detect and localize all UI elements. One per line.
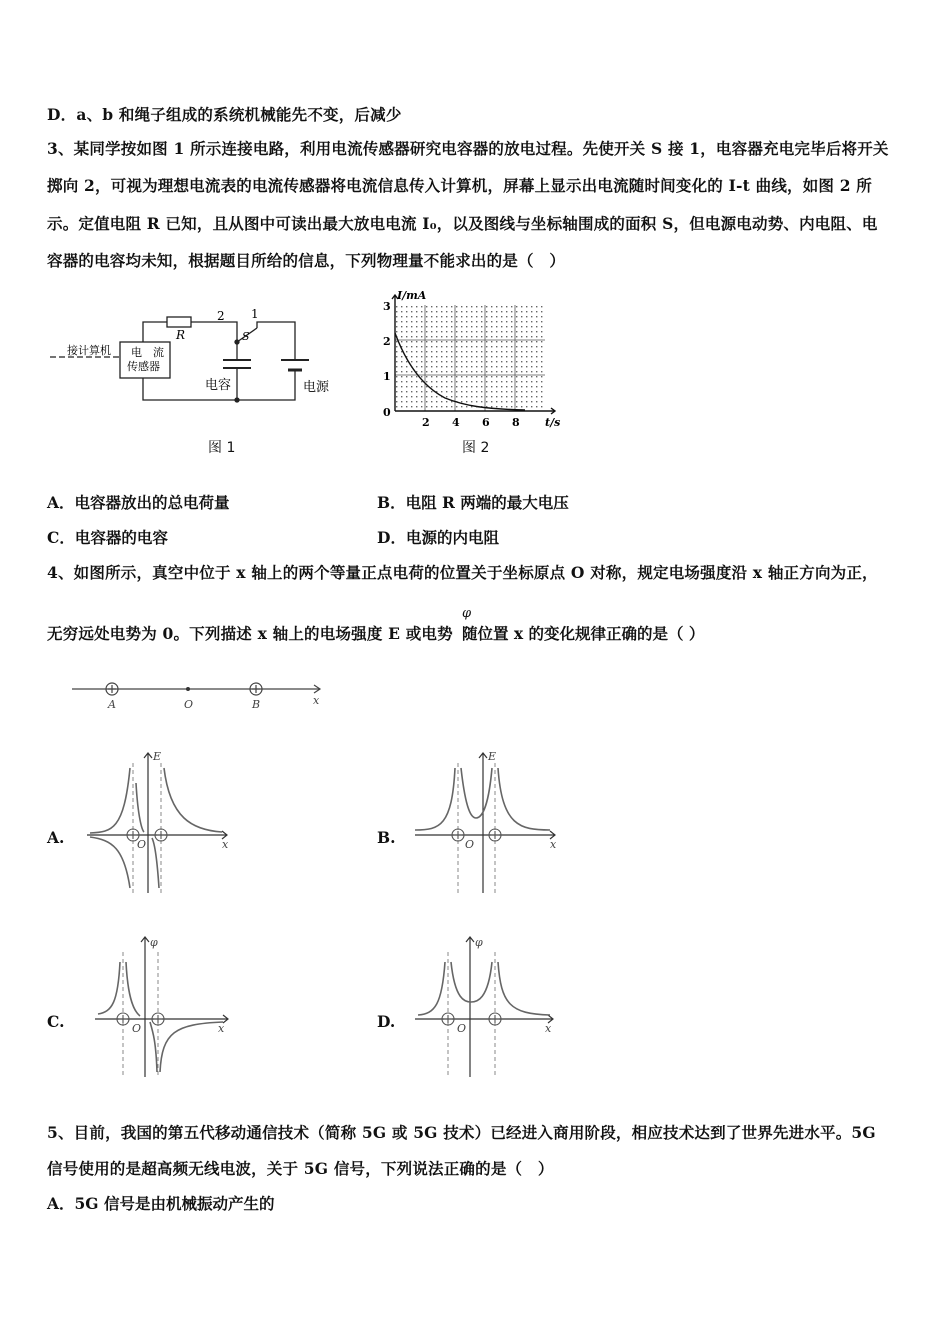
point-b-label: B [252,698,261,711]
graph-b [410,748,560,898]
terminal-2-label: 2 [217,309,225,323]
x-tick-2: 2 [422,416,430,429]
switch-label: S [242,330,250,343]
q3-option-b[interactable]: B．电阻 R 两端的最大电压 [377,493,569,512]
graph-d-origin: O [457,1022,467,1035]
x-axis-label: x [313,694,320,707]
graph-b-y-label: E [488,750,497,763]
y-tick-3: 3 [383,300,391,313]
to-computer-label: 接计算机 [67,344,111,357]
graph-a-x-label: x [222,838,229,851]
x-tick-6: 6 [482,416,490,429]
q5-line-1: 5、目前，我国的第五代移动通信技术（简称 5G 或 5G 技术）已经进入商用阶段，相应技术达到了世界先进水平。5G [47,1123,876,1142]
sensor-label-1: 电 流 [131,346,164,359]
graph-a-y-label: E [153,750,162,763]
y-axis-label: I/mA [397,289,427,302]
q4-line-2b: 随位置 x 的变化规律正确的是（ ） [462,624,705,643]
terminal-1-label: 1 [251,307,259,321]
y-tick-2: 2 [383,335,391,348]
graph-c-y-label: φ [150,936,158,949]
q4-option-d[interactable]: D. [377,1012,396,1031]
fig1-caption: 图 1 [208,440,236,456]
capacitor-label: 电容 [205,378,232,393]
prev-option-d: D．a、b 和绳子组成的系统机械能先不变，后减少 [47,105,402,124]
source-label: 电源 [303,380,330,395]
q3-option-c[interactable]: C．电容器的电容 [47,528,168,547]
sensor-label-2: 传感器 [127,360,160,373]
q4-line-2a: 无穷远处电势为 0。下列描述 x 轴上的电场强度 E 或电势 [47,624,453,643]
q4-option-a[interactable]: A. [47,828,65,847]
q3-option-a[interactable]: A．电容器放出的总电荷量 [47,493,230,512]
graph-c [90,932,235,1082]
graph-c-origin: O [132,1022,142,1035]
grid-area [395,305,545,411]
graph-d-y-label: φ [475,936,483,949]
q3-option-d[interactable]: D．电源的内电阻 [377,528,499,547]
q4-option-b[interactable]: B. [377,828,396,847]
charge-axis-figure [68,678,333,713]
graph-d-x-label: x [545,1022,552,1035]
graph-d [410,932,560,1082]
x-tick-4: 4 [452,416,460,429]
it-graph [375,285,565,435]
q4-option-c[interactable]: C. [47,1012,65,1031]
fig2-caption: 图 2 [462,440,490,456]
q3-line-3: 示。定值电阻 R 已知，且从图中可读出最大放电电流 I₀，以及图线与坐标轴围成的面积 S，但电源电动势、内电阻、电 [47,214,878,233]
graph-a-origin: O [137,838,147,851]
y-tick-1: 1 [383,370,391,383]
q3-line-4: 容器的电容均未知，根据题目所给的信息，下列物理量不能求出的是（ ） [47,251,566,270]
graph-c-x-label: x [218,1022,225,1035]
x-axis-label: t/s [545,416,561,429]
origin-label: O [184,698,194,711]
point-a-label: A [108,698,116,711]
q3-line-1: 3、某同学按如图 1 所示连接电路，利用电流传感器研究电容器的放电过程。先使开关 S 接 1，电容器充电完毕后将开关 [47,139,889,158]
q5-line-2: 信号使用的是超高频无线电波，关于 5G 信号，下列说法正确的是（ ） [47,1159,554,1178]
graph-b-origin: O [465,838,475,851]
y-tick-0: 0 [383,406,391,419]
graph-a [82,748,232,898]
q5-option-a[interactable]: A．5G 信号是由机械振动产生的 [47,1194,275,1213]
q4-line-1: 4、如图所示，真空中位于 x 轴上的两个等量正点电荷的位置关于坐标原点 O 对称，规定电场强度沿 x 轴正方向为正， [47,563,878,582]
circuit-figure [45,300,355,460]
q3-line-2: 掷向 2，可视为理想电流表的电流传感器将电流信息传入计算机，屏幕上显示出电流随时间变化的 I-t 曲线，如图 2 所 [47,176,872,195]
phi-symbol: φ [462,606,472,621]
graph-b-x-label: x [550,838,557,851]
resistor [167,317,191,327]
x-tick-8: 8 [512,416,520,429]
resistor-label: R [176,328,186,342]
